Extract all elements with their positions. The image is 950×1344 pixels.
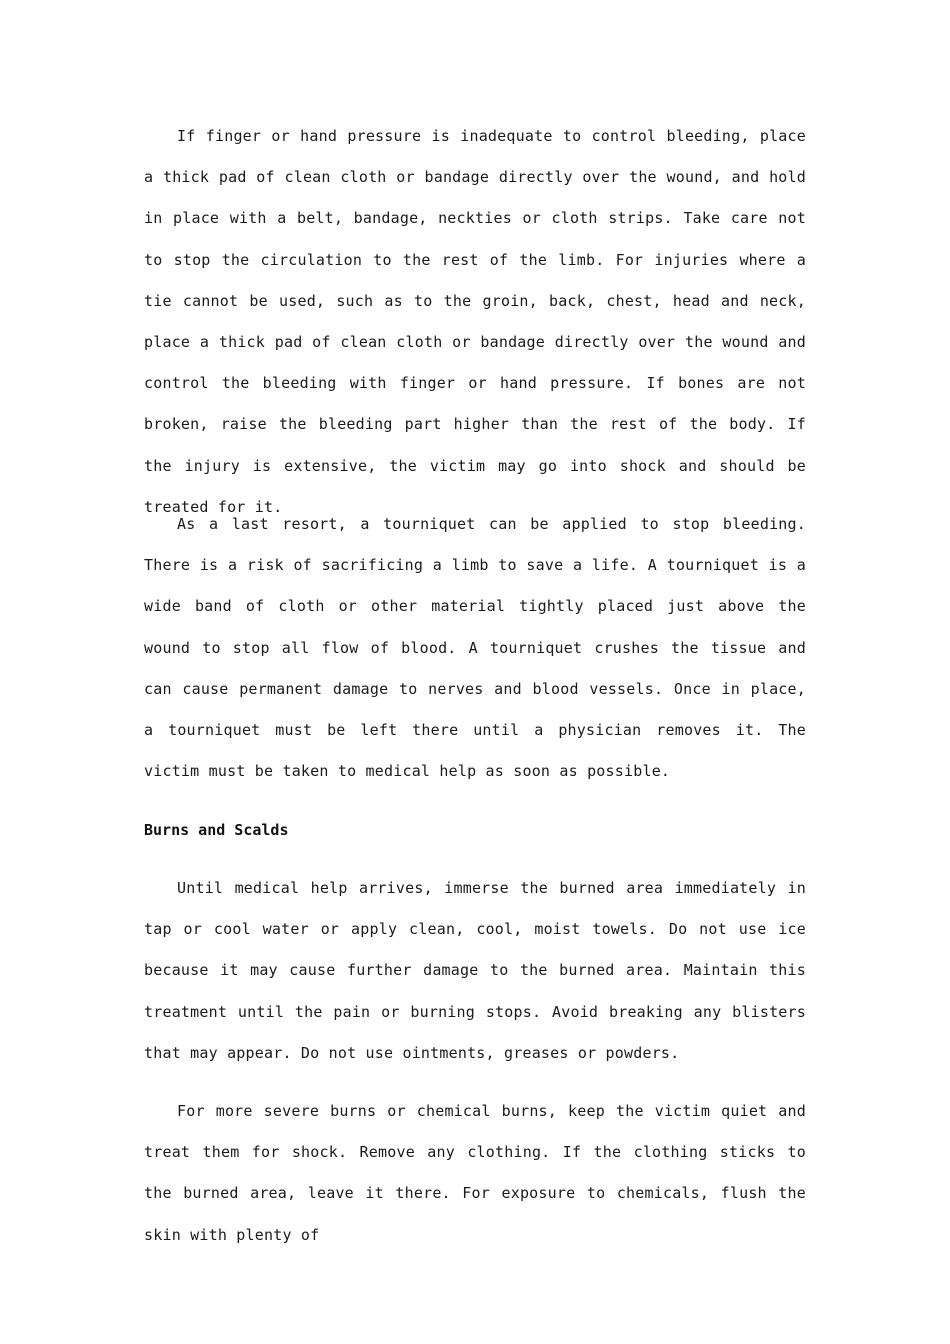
paragraph-bleeding-pressure: If finger or hand pressure is inadequate to control bleeding, place a thick pad of clean cloth or bandage directly over the wound, and hold in place with a belt, bandage, neckties or cloth strips. Take care not to stop the circulation to the rest of the limb. For injuries where a tie cannot be used, such as to the groin, back, chest, head and neck, place a thick pad of clean cloth or bandage directly over the wound and control the bleeding with finger or hand pressure. If bones are not broken, raise the bleeding part higher than the rest of the body. If the injury is extensive, the victim may go into shock and should be treated for it.: [144, 127, 806, 516]
paragraph-burns-treatment: Until medical help arrives, immerse the burned area immediately in tap or cool water or apply clean, cool, moist towels. Do not use ice because it may cause further damage to the burned area. Maintain this treatment until the pain or burning stops. Avoid breaking any blisters that may appear. Do not use ointments, greases or powders.: [144, 879, 806, 1062]
paragraph-tourniquet: As a last resort, a tourniquet can be applied to stop bleeding. There is a risk of sacrificing a limb to save a life. A tourniquet is a wide band of cloth or other material tightly placed just above the wound to stop all flow of blood. A tourniquet crushes the tissue and can cause permanent damage to nerves and blood vessels. Once in place, a tourniquet must be left there until a physician removes it. The victim must be taken to medical help as soon as possible.: [144, 515, 806, 781]
paragraph-severe-burns: For more severe burns or chemical burns, keep the victim quiet and treat them for shock. Remove any clothing. If the clothing sticks to the burned area, leave it there. For exposure to chemicals, flush the skin with plenty of: [144, 1102, 806, 1244]
section-heading-burns: Burns and Scalds: [144, 821, 289, 839]
